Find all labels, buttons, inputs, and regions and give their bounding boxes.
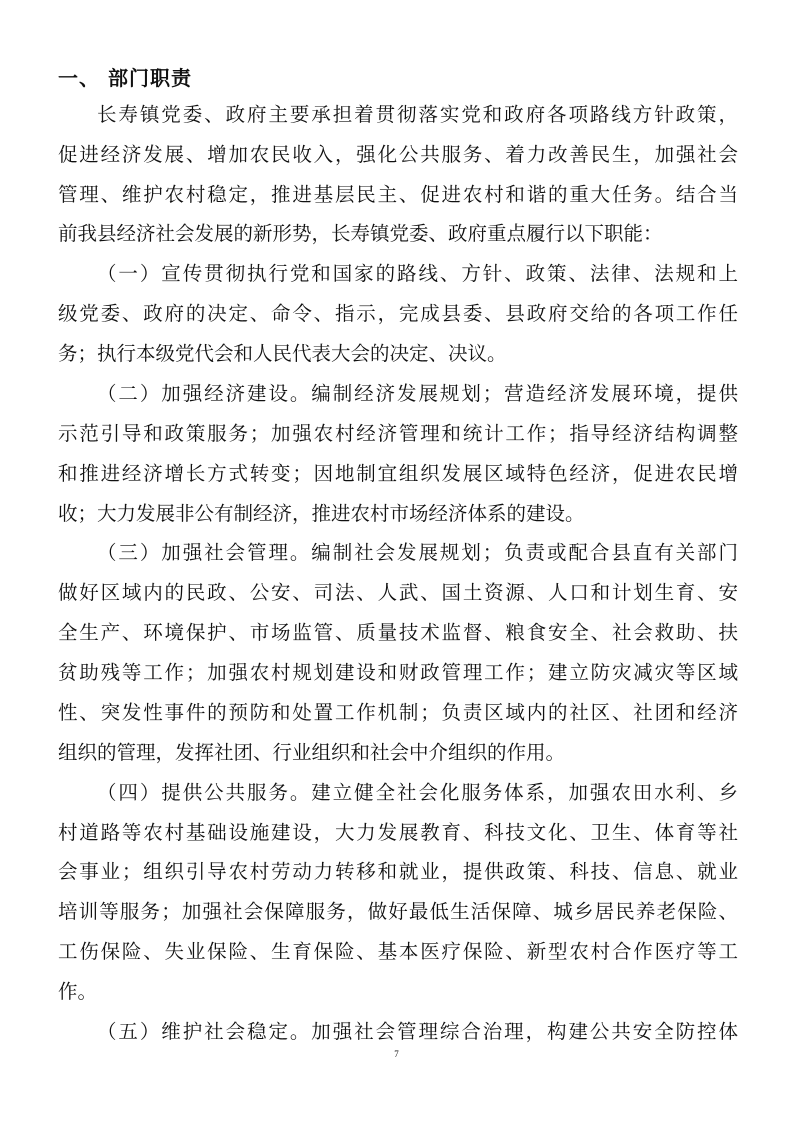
paragraph-line: 长寿镇党委、政府主要承担着贯彻落实党和政府各项路线方针政策， — [97, 103, 738, 126]
paragraph-line: 贫助残等工作；加强农村规划建设和财政管理工作；建立防灾减灾等区域 — [58, 661, 738, 684]
section-heading: 一、 部门职责 — [58, 66, 192, 90]
paragraph-line: 性、突发性事件的预防和处置工作机制；负责区域内的社区、社团和经济 — [58, 701, 738, 724]
paragraph-line: （四）提供公共服务。建立健全社会化服务体系，加强农田水利、乡 — [97, 781, 738, 804]
paragraph-line: 管理、维护农村稳定，推进基层民主、促进农村和谐的重大任务。结合当 — [58, 183, 738, 206]
paragraph-line: 级党委、政府的决定、命令、指示，完成县委、县政府交给的各项工作任 — [58, 302, 738, 325]
paragraph-line: 组织的管理，发挥社团、行业组织和社会中介组织的作用。 — [58, 741, 566, 764]
paragraph-line: 和推进经济增长方式转变；因地制宜组织发展区域特色经济，促进农民增 — [58, 462, 738, 485]
paragraph-line: （二）加强经济建设。编制经济发展规划；营造经济发展环境，提供 — [97, 382, 738, 405]
paragraph-line: 工伤保险、失业保险、生育保险、基本医疗保险、新型农村合作医疗等工 — [58, 940, 738, 963]
paragraph-line: （五）维护社会稳定。加强社会管理综合治理，构建公共安全防控体 — [97, 1020, 738, 1043]
paragraph-line: 示范引导和政策服务；加强农村经济管理和统计工作；指导经济结构调整 — [58, 422, 738, 445]
paragraph-line: 前我县经济社会发展的新形势，长寿镇党委、政府重点履行以下职能： — [58, 222, 663, 245]
paragraph-line: 全生产、环境保护、市场监管、质量技术监督、粮食安全、社会救助、扶 — [58, 621, 738, 644]
paragraph-line: 做好区域内的民政、公安、司法、人武、国土资源、人口和计划生育、安 — [58, 581, 738, 604]
paragraph-line: 收；大力发展非公有制经济，推进农村市场经济体系的建设。 — [58, 502, 585, 525]
paragraph-line: 促进经济发展、增加农民收入，强化公共服务、着力改善民生，加强社会 — [58, 143, 738, 166]
page-number: 7 — [394, 1049, 399, 1059]
paragraph-line: 培训等服务；加强社会保障服务，做好最低生活保障、城乡居民养老保险、 — [58, 900, 738, 923]
paragraph-line: 会事业；组织引导农村劳动力转移和就业，提供政策、科技、信息、就业 — [58, 860, 738, 883]
paragraph-line: 作。 — [58, 980, 98, 1003]
paragraph-line: 务；执行本级党代会和人民代表大会的决定、决议。 — [58, 342, 507, 365]
paragraph-line: （一）宣传贯彻执行党和国家的路线、方针、政策、法律、法规和上 — [97, 262, 738, 285]
paragraph-line: （三）加强社会管理。编制社会发展规划；负责或配合县直有关部门 — [97, 541, 738, 564]
paragraph-line: 村道路等农村基础设施建设，大力发展教育、科技文化、卫生、体育等社 — [58, 821, 738, 844]
